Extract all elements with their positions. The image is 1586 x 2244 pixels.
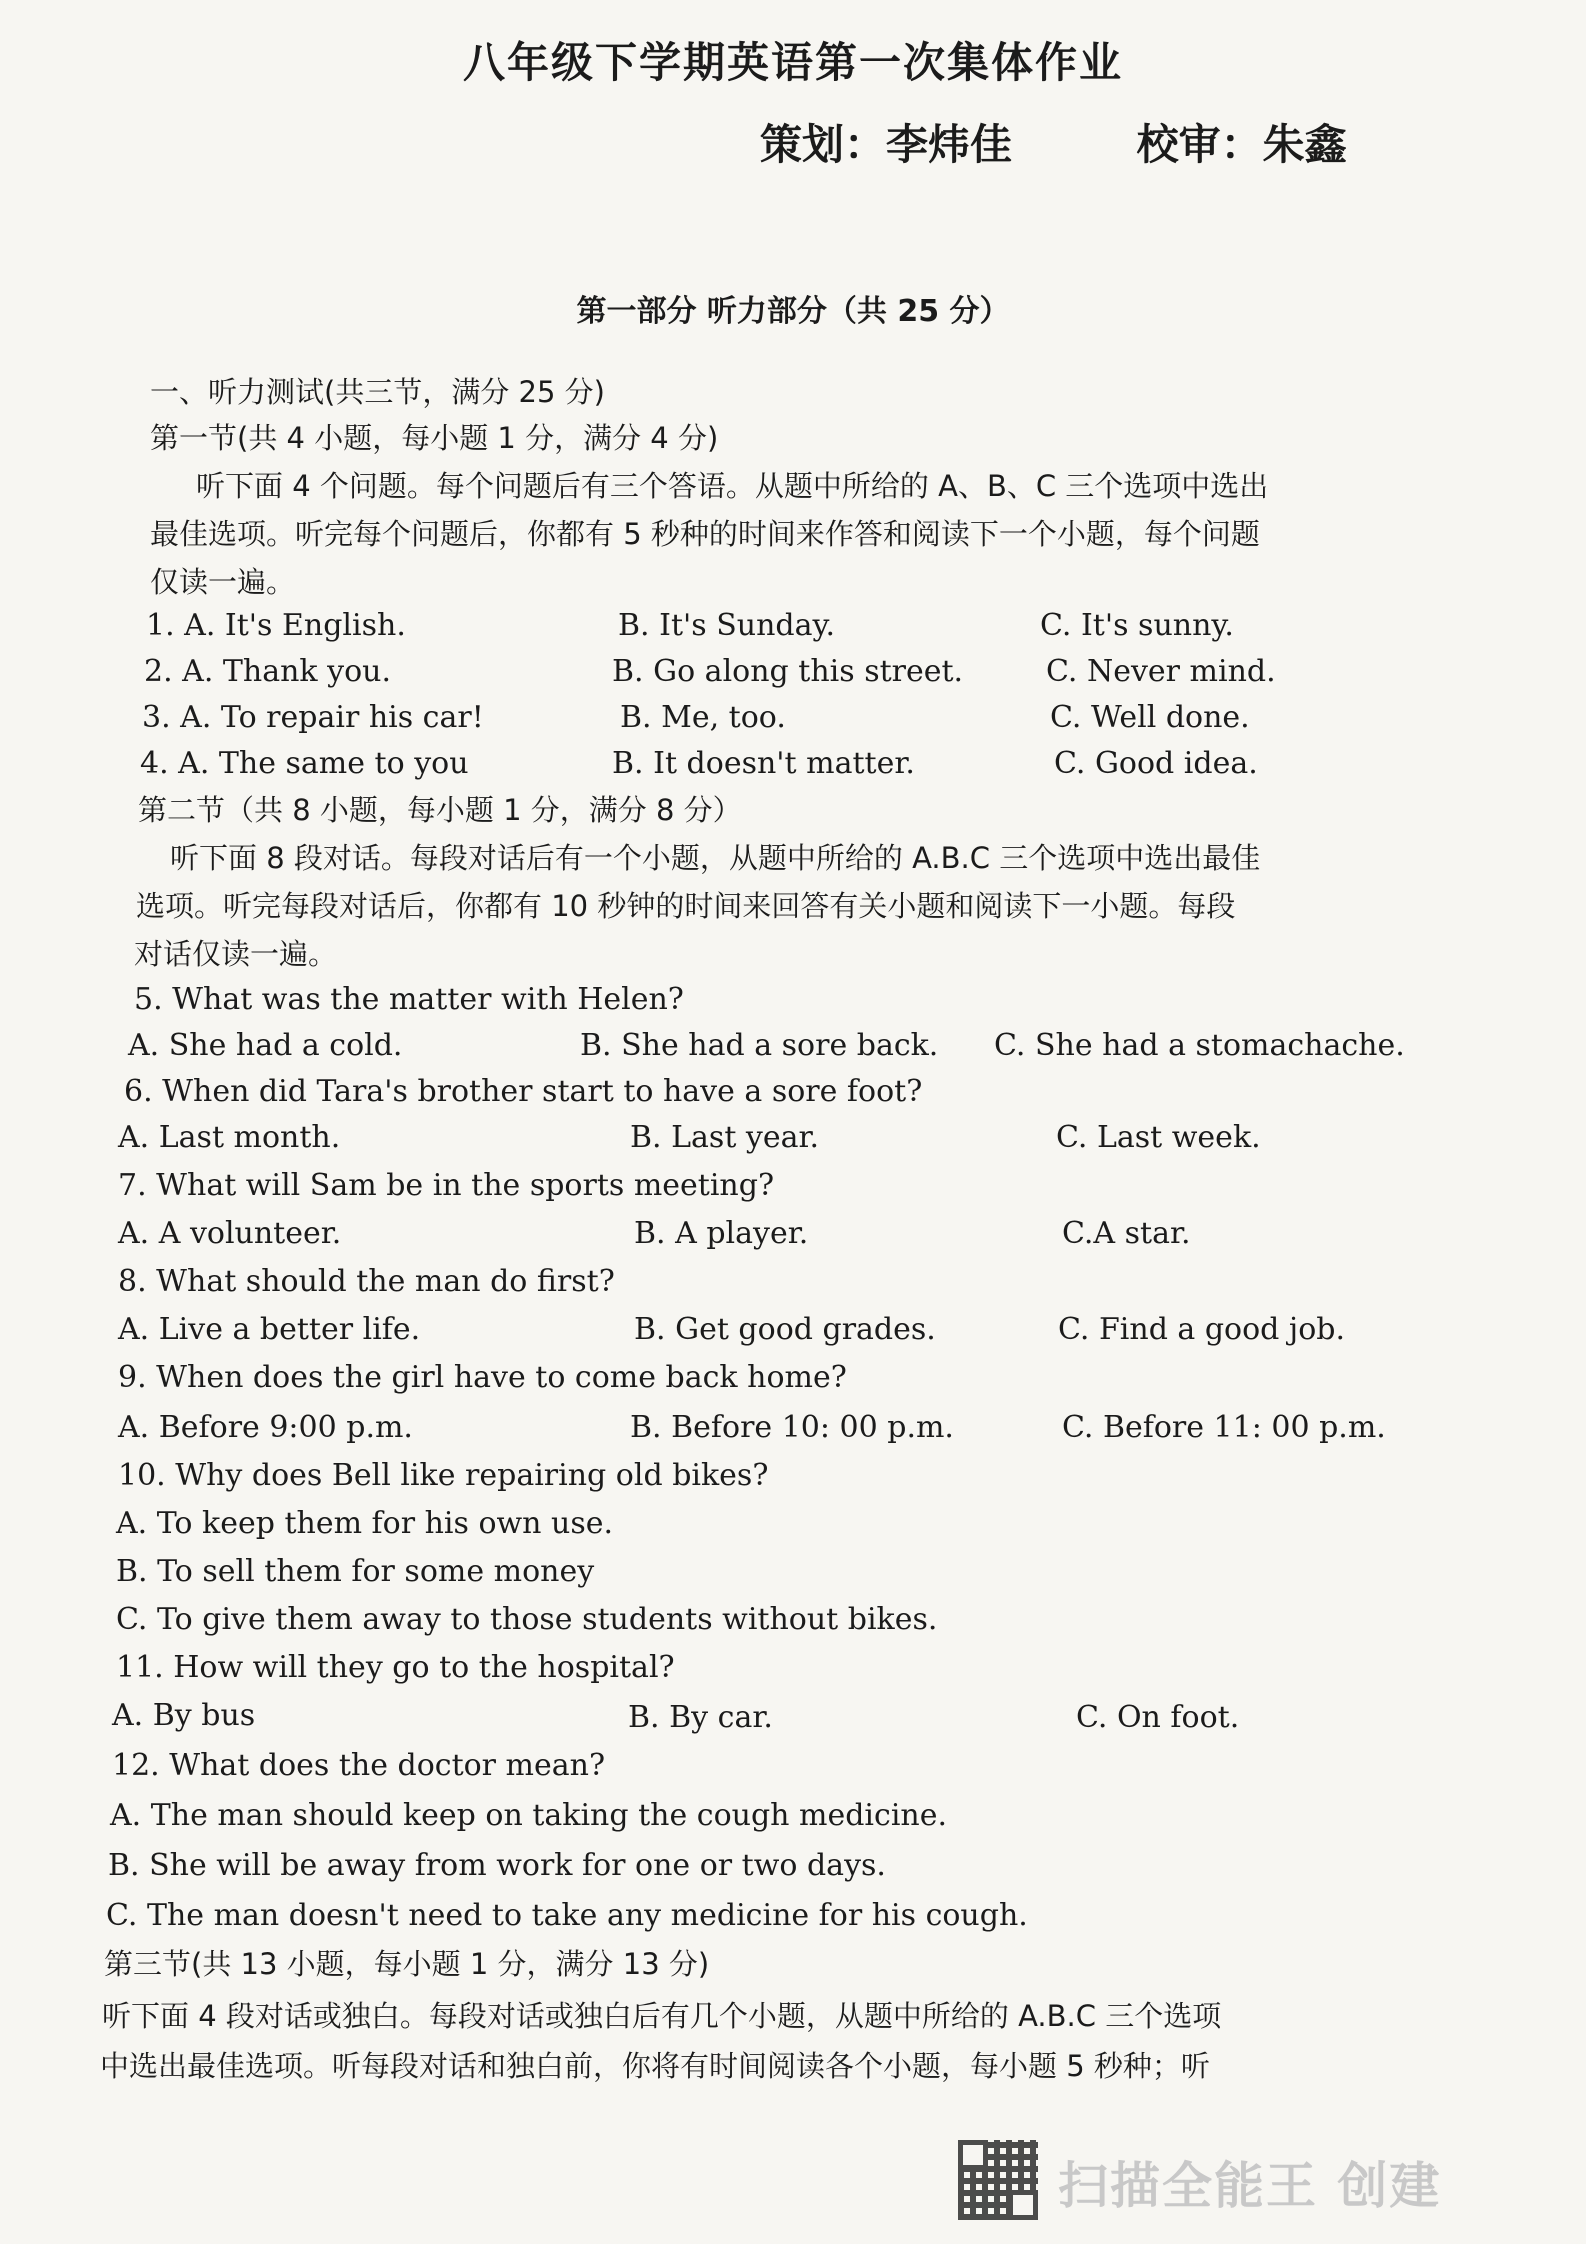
q5-option-b: B. She had a sore back. bbox=[580, 1028, 939, 1063]
q8-option-a: A. Live a better life. bbox=[118, 1312, 421, 1347]
q6-option-c: C. Last week. bbox=[1056, 1120, 1261, 1155]
part-title: 第一部分 听力部分（共 25 分） bbox=[576, 294, 1010, 329]
q9-option-b: B. Before 10: 00 p.m. bbox=[630, 1410, 954, 1445]
q10-option-c: C. To give them away to those students without bikes. bbox=[116, 1602, 938, 1637]
scanner-footer bbox=[958, 2140, 1498, 2230]
scanner-watermark: 扫描全能王 创建 bbox=[1058, 2157, 1442, 2215]
section1-heading: 第一节(共 4 小题，每小题 1 分，满分 4 分) bbox=[150, 421, 719, 455]
section3-instruction-line: 中选出最佳选项。听每段对话和独白前，你将有时间阅读各个小题，每小题 5 秒种；听 bbox=[100, 2049, 1210, 2083]
section3-heading: 第三节(共 13 小题，每小题 1 分，满分 13 分) bbox=[104, 1947, 710, 1981]
q3-option-c: C. Well done. bbox=[1050, 700, 1250, 735]
q9-option-a: A. Before 9:00 p.m. bbox=[118, 1410, 413, 1445]
q6-option-b: B. Last year. bbox=[630, 1120, 820, 1155]
q8-option-b: B. Get good grades. bbox=[634, 1312, 936, 1347]
planner: 策划：李炜佳 bbox=[760, 120, 1013, 169]
section1-instruction-line: 仅读一遍。 bbox=[150, 565, 296, 599]
section1-instruction-line: 最佳选项。听完每个问题后，你都有 5 秒种的时间来作答和阅读下一个小题，每个问题 bbox=[150, 517, 1260, 551]
q5-option-a: A. She had a cold. bbox=[128, 1028, 403, 1063]
q6-option-a: A. Last month. bbox=[118, 1120, 341, 1155]
q3-option-b: B. Me, too. bbox=[620, 700, 786, 735]
q7-option-a: A. A volunteer. bbox=[118, 1216, 342, 1251]
section2-instruction-line: 对话仅读一遍。 bbox=[134, 937, 338, 971]
q7-option-b: B. A player. bbox=[634, 1216, 809, 1251]
q10-question: 10. Why does Bell like repairing old bikes? bbox=[118, 1458, 769, 1493]
q11-question: 11. How will they go to the hospital? bbox=[116, 1650, 675, 1685]
q7-option-c: C.A star. bbox=[1062, 1216, 1191, 1251]
section2-instruction-line: 听下面 8 段对话。每段对话后有一个小题，从题中所给的 A.B.C 三个选项中选出最佳 bbox=[170, 841, 1261, 875]
q10-option-a: A. To keep them for his own use. bbox=[116, 1506, 614, 1541]
q4-option-c: C. Good idea. bbox=[1054, 746, 1258, 781]
q9-option-c: C. Before 11: 00 p.m. bbox=[1062, 1410, 1386, 1445]
q12-option-a: A. The man should keep on taking the cough medicine. bbox=[110, 1798, 948, 1833]
q7-question: 7. What will Sam be in the sports meeting? bbox=[118, 1168, 775, 1203]
q11-option-a: A. By bus bbox=[112, 1698, 256, 1733]
q12-option-c: C. The man doesn't need to take any medicine for his cough. bbox=[106, 1898, 1028, 1933]
q1-option-a: 1. A. It's English. bbox=[146, 608, 406, 643]
section3-instruction-line: 听下面 4 段对话或独白。每段对话或独白后有几个小题，从题中所给的 A.B.C 三个选项 bbox=[102, 1999, 1222, 2033]
q8-option-c: C. Find a good job. bbox=[1058, 1312, 1346, 1347]
qr-code-icon bbox=[958, 2140, 1038, 2220]
q12-question: 12. What does the doctor mean? bbox=[112, 1748, 606, 1783]
q11-option-c: C. On foot. bbox=[1076, 1700, 1240, 1735]
page-title: 八年级下学期英语第一次集体作业 bbox=[462, 38, 1123, 87]
section2-instruction-line: 选项。听完每段对话后，你都有 10 秒钟的时间来回答有关小题和阅读下一小题。每段 bbox=[136, 889, 1236, 923]
q2-option-b: B. Go along this street. bbox=[612, 654, 964, 689]
reviewer: 校审：朱鑫 bbox=[1136, 120, 1347, 169]
q4-option-a: 4. A. The same to you bbox=[140, 746, 469, 781]
q5-question: 5. What was the matter with Helen? bbox=[134, 982, 684, 1017]
q12-option-b: B. She will be away from work for one or two days. bbox=[108, 1848, 886, 1883]
q9-question: 9. When does the girl have to come back home? bbox=[118, 1360, 847, 1395]
q2-option-a: 2. A. Thank you. bbox=[144, 654, 392, 689]
q6-question: 6. When did Tara's brother start to have a sore foot? bbox=[124, 1074, 923, 1109]
q5-option-c: C. She had a stomachache. bbox=[994, 1028, 1405, 1063]
q2-option-c: C. Never mind. bbox=[1046, 654, 1276, 689]
section2-heading: 第二节（共 8 小题，每小题 1 分，满分 8 分） bbox=[138, 793, 742, 827]
q1-option-c: C. It's sunny. bbox=[1040, 608, 1234, 643]
q8-question: 8. What should the man do first? bbox=[118, 1264, 615, 1299]
q3-option-a: 3. A. To repair his car! bbox=[142, 700, 484, 735]
q4-option-b: B. It doesn't matter. bbox=[612, 746, 915, 781]
q1-option-b: B. It's Sunday. bbox=[618, 608, 835, 643]
q10-option-b: B. To sell them for some money bbox=[116, 1554, 595, 1589]
section1-instruction-line: 听下面 4 个问题。每个问题后有三个答语。从题中所给的 A、B、C 三个选项中选出 bbox=[196, 469, 1269, 503]
listening-heading: 一、听力测试(共三节，满分 25 分) bbox=[150, 375, 605, 409]
q11-option-b: B. By car. bbox=[628, 1700, 773, 1735]
credits bbox=[760, 112, 1347, 172]
